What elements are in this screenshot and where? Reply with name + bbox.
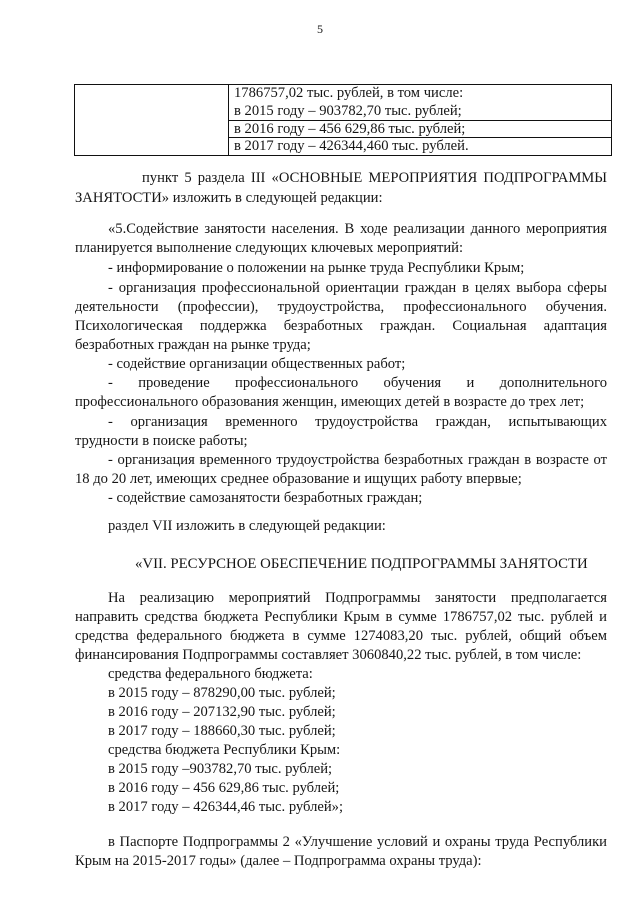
paragraph-4-line-1: На реализацию мероприятий Подпрограммы занятости предполагается bbox=[108, 590, 607, 606]
bullet-6-line-1: - организация временного трудоустройства безработных граждан в возрасте от bbox=[108, 452, 607, 468]
paragraph-2-line-2: планируется выполнение следующих ключевых мероприятий: bbox=[75, 240, 464, 256]
paragraph-5-line-1: в Паспорте Подпрограммы 2 «Улучшение условий и охраны труда Республики bbox=[108, 834, 607, 850]
paragraph-3: раздел VII изложить в следующей редакции: bbox=[108, 518, 386, 534]
republic-budget-2016: в 2016 году – 456 629,86 тыс. рублей; bbox=[108, 780, 340, 796]
paragraph-1-line-2: ЗАНЯТОСТИ» изложить в следующей редакции: bbox=[75, 190, 383, 206]
bullet-6-line-2: 18 до 20 лет, имеющих среднее образование и ищущих работу впервые; bbox=[75, 471, 522, 487]
bullet-3: - содействие организации общественных работ; bbox=[108, 356, 406, 372]
federal-budget-2017: в 2017 году – 188660,30 тыс. рублей; bbox=[108, 723, 336, 739]
republic-budget-2017: в 2017 году – 426344,46 тыс. рублей»; bbox=[108, 799, 344, 815]
paragraph-4-line-2: направить средства бюджета Республики Крым в сумме 1786757,02 тыс. рублей и bbox=[75, 609, 607, 625]
paragraph-5-line-2: Крым на 2015-2017 годы» (далее – Подпрограмма охраны труда): bbox=[75, 853, 482, 869]
federal-budget-2015: в 2015 году – 878290,00 тыс. рублей; bbox=[108, 685, 336, 701]
bullet-4-line-2: профессионального образования женщин, имеющих детей в возрасте до трех лет; bbox=[75, 394, 585, 410]
table-left-cell bbox=[75, 85, 229, 155]
bullet-5-line-1: - организация временного трудоустройства граждан, испытывающих bbox=[108, 414, 607, 430]
republic-budget-label: средства бюджета Республики Крым: bbox=[108, 742, 341, 758]
bullet-1: - информирование о положении на рынке труда Республики Крым; bbox=[108, 260, 525, 276]
table-row: 1786757,02 тыс. рублей, в том числе: bbox=[234, 85, 464, 101]
bullet-2-line-1: - организация профессиональной ориентации граждан в целях выбора сферы bbox=[108, 280, 607, 296]
bullet-4-line-1: - проведение профессионального обучения и дополнительного bbox=[108, 375, 607, 391]
bullet-2-line-2: деятельности (профессии), трудоустройства, профессионального обучения. bbox=[75, 299, 607, 315]
table-row: в 2017 году – 426344,460 тыс. рублей. bbox=[234, 138, 469, 155]
paragraph-2-line-1: «5.Содействие занятости населения. В ходе реализации данного мероприятия bbox=[108, 221, 607, 237]
page-number: 5 bbox=[317, 22, 323, 36]
table-row: в 2015 году – 903782,70 тыс. рублей; bbox=[229, 103, 611, 121]
bullet-2-line-3: Психологическая поддержка безработных граждан. Социальная адаптация bbox=[75, 318, 607, 334]
bullet-5-line-2: трудности в поиске работы; bbox=[75, 433, 248, 449]
section-heading: «VII. РЕСУРСНОЕ ОБЕСПЕЧЕНИЕ ПОДПРОГРАММЫ ЗАНЯТОСТИ bbox=[135, 556, 588, 572]
federal-budget-label: средства федерального бюджета: bbox=[108, 666, 313, 682]
bullet-7: - содействие самозанятости безработных граждан; bbox=[108, 490, 423, 506]
paragraph-1-line-1: пункт 5 раздела III «ОСНОВНЫЕ МЕРОПРИЯТИЯ ПОДПРОГРАММЫ bbox=[142, 170, 607, 186]
republic-budget-2015: в 2015 году –903782,70 тыс. рублей; bbox=[108, 761, 333, 777]
bullet-2-line-4: безработных граждан на рынке труда; bbox=[75, 337, 311, 353]
table-right-cell bbox=[229, 85, 611, 155]
paragraph-4-line-4: финансирования Подпрограммы составляет 3060840,22 тыс. рублей, в том числе: bbox=[75, 647, 582, 663]
budget-table bbox=[74, 84, 612, 156]
paragraph-4-line-3: средства федерального бюджета в сумме 1274083,20 тыс. рублей, общий объем bbox=[75, 628, 607, 644]
table-row: в 2016 году – 456 629,86 тыс. рублей; bbox=[229, 121, 611, 139]
federal-budget-2016: в 2016 году – 207132,90 тыс. рублей; bbox=[108, 704, 336, 720]
